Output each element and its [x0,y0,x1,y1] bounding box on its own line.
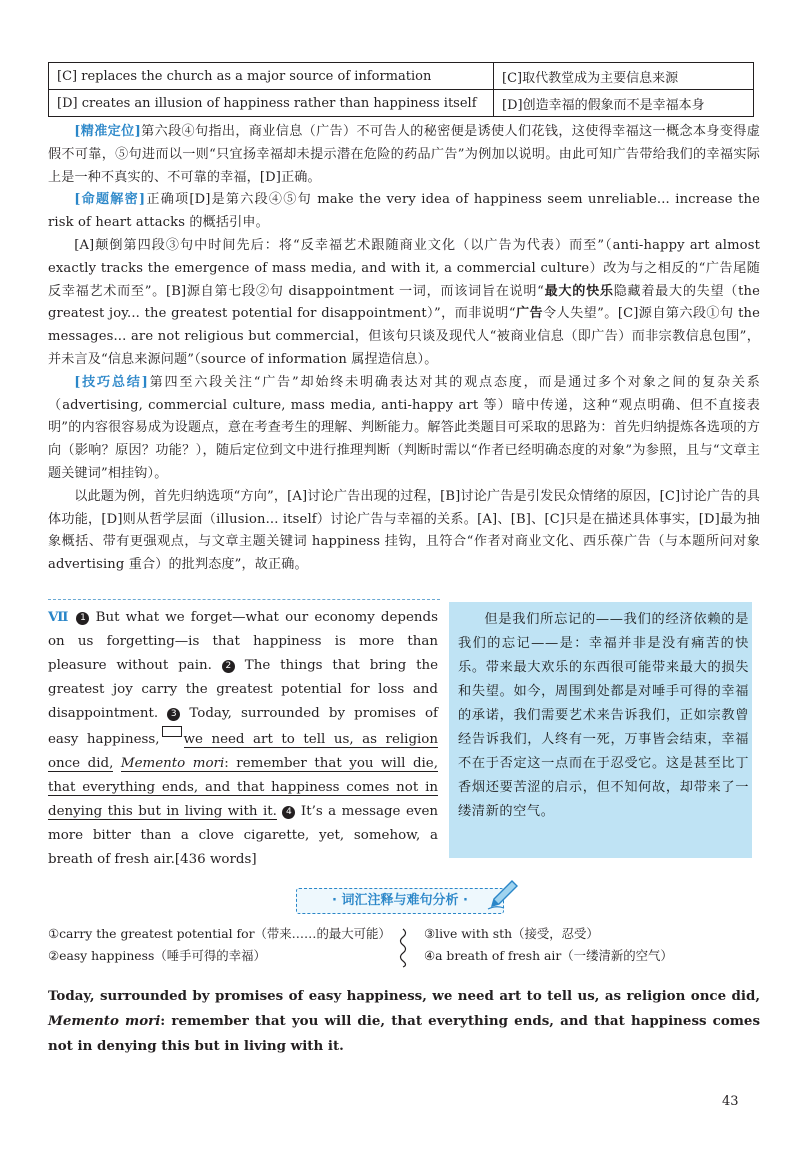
option-c-zh: [C]取代教堂成为主要信息来源 [494,63,754,90]
analysis-p3-bold-1: 最大的快乐 [544,283,614,299]
difficult-sentence-italic: Memento mori [48,1013,161,1029]
option-c-en-text: replaces the church as a major source of information [77,68,432,84]
analysis-p3-bold-2: 广告 [515,306,544,322]
option-d-en-text: creates an illusion of happiness rather than happiness itself [77,95,477,111]
sentence-2-marker: 2 [222,660,235,673]
tag-decode: [命题解密] [74,192,146,208]
page-number: 43 [722,1094,739,1109]
difficult-sentence-a: Today, surrounded by promises of easy happiness, we need art to tell us, as religion once did, [48,988,760,1004]
vocab-item-4: ④a breath of fresh air（一缕清新的空气） [424,948,673,963]
option-c-letter: [C] [57,68,78,84]
options-table [48,62,754,117]
vocab-item-2: ②easy happiness（唾手可得的幸福） [48,948,266,963]
analysis-example: 以此题为例，首先归纳选项“方向”，[A]讨论广告出现的过程，[B]讨论广告是引发民众情绪的原因，[C]讨论广告的具体功能，[D]则从哲学层面（illusion... itself）讨论广告与幸福的关系。[A]、[B]、[C]只是在描述具体事实，[D]最为抽象概括、带有更强观点，与文章主题关键词 happiness 挂钩，且符合“作者对商业文化、西乐葆广告（与本题所问对象 advertising 重合）的批判态度”，故正确。 [48,488,760,573]
difficult-sentence-c: : remember that you will die, that everything ends, and that happiness comes not in denying this but in living with it. [48,1013,760,1054]
sentence-3-marker: 3 [167,708,180,721]
option-d-zh: [D]创造幸福的假象而不是幸福本身 [494,90,754,117]
option-row-d [49,90,754,117]
analysis-p2-text: 正确项[D]是第六段④⑤句 make the very idea of happiness seem unreliable... increase the risk of heart attacks 的概括引申。 [48,192,760,231]
difficult-sentence-icon [162,726,182,737]
vocab-item-1: ①carry the greatest potential for（带来……的最大可能） [48,926,391,941]
pen-icon [486,877,520,911]
sentence-4-marker: 4 [282,806,295,819]
analysis-section [48,121,760,577]
translation-box [449,602,752,858]
analysis-decode [48,189,760,235]
option-row-c [49,63,754,90]
analysis-p4-text: 第四至六段关注“广告”却始终未明确表达对其的观点态度，而是通过多个对象之间的复杂关系（advertising, commercial culture, mass media, anti-happy art 等）暗中传递，这种“观点明确、但不直接表明”的内容很容易成为设题点，意在考查考生的理解、判断能力。解答此类题目可采取的思路为：首先归纳提炼各选项的方向（影响？原因？功能？），随后定位到文中进行推理判断（判断时需以“作者已经明确态度的对象”为参照，且与“文章主题关键词”相挂钩）。 [48,374,760,481]
option-d-en [49,90,494,117]
tag-technique: [技巧总结] [74,374,149,390]
analysis-precise-location [48,121,760,189]
sentence-3c: Memento mori [120,756,225,771]
sentence-2: The things that bring the greatest joy carry the greatest potential for loss and disappointment. [48,658,438,721]
sentence-4: It’s a message even more bitter than a clove cigarette, yet, somehow, a breath of fresh air. [48,804,438,867]
tag-precise-location: [精准定位] [74,124,141,139]
passage-paragraph [48,605,438,872]
sentence-3b: we need art to tell us, as religion once did, [48,732,438,771]
vocab-title: · 词汇注释与难句分析 · [296,888,504,914]
sentence-1: But what we forget—what our economy depends on us forgetting—is that happiness is more than pleasure without pain. [48,610,438,673]
analysis-p3-a: [A]颠倒第四段③句中时间先后：将“反幸福艺术跟随商业文化（以广告为代表）而至”（anti-happy art almost exactly tracks the emergence of mass media, and with it, a commercial culture）改为与之相反的“广告尾随反幸福艺术而至”。[B]源自第七段②句 disappointment 一词，而该词旨在说明“ [48,237,760,299]
difficult-sentence [48,984,760,1059]
wavy-separator-icon [396,928,410,968]
analysis-p3-c: 隐藏着最大的失望（the greatest joy... the greatest potential for disappointment）”，而非说明“ [48,283,761,322]
analysis-distractors [48,235,760,372]
sentence-3d: : remember that you will die, that everything ends, and that happiness comes not in denying this but in living with it. [48,756,438,819]
sentence-3a: Today, surrounded by promises of easy happiness, [48,706,438,747]
sentence-1-marker: 1 [76,612,89,625]
paragraph-numeral: Ⅶ [48,609,71,625]
translation-text: 但是我们所忘记的——我们的经济依赖的是我们的忘记——是：幸福并非是没有痛苦的快乐。带来最大欢乐的东西很可能带来最大的损失和失望。如今，周围到处都是对唾手可得的幸福的承诺，我们需要艺术来告诉我们，正如宗教曾经告诉我们，人终有一死，万事皆会结束，幸福不在于否定这一点而在于忍受它。这是甚至比丁香烟还要苦涩的启示，但不知何故，却带来了一缕清新的空气。 [458,612,749,819]
analysis-technique [48,372,760,486]
option-d-letter: [D] [57,95,78,111]
option-c-en [49,63,494,90]
analysis-p1-text: 第六段④句指出，商业信息（广告）不可告人的秘密便是诱使人们花钱，这使得幸福这一概念本身变得虚假不可靠，⑤句进而以一则“只宜扬幸福却未提示潜在危险的药品广告”为例加以说明。由此可知广告带给我们的幸福实际上是一种不真实的、不可靠的幸福，[D]正确。 [48,124,760,185]
word-count: [436 words] [174,852,257,867]
vocab-item-3: ③live with sth（接受，忍受） [424,926,599,941]
analysis-p3-d: 令人失望”。[C]源自第六段①句 the messages... are not religious but commercial，但该句只谈及现代人“被商业信息（即广告）而非宗教信息包围”，并未言及“信息来源问题”（source of information 属捏造信息）。 [48,306,760,367]
